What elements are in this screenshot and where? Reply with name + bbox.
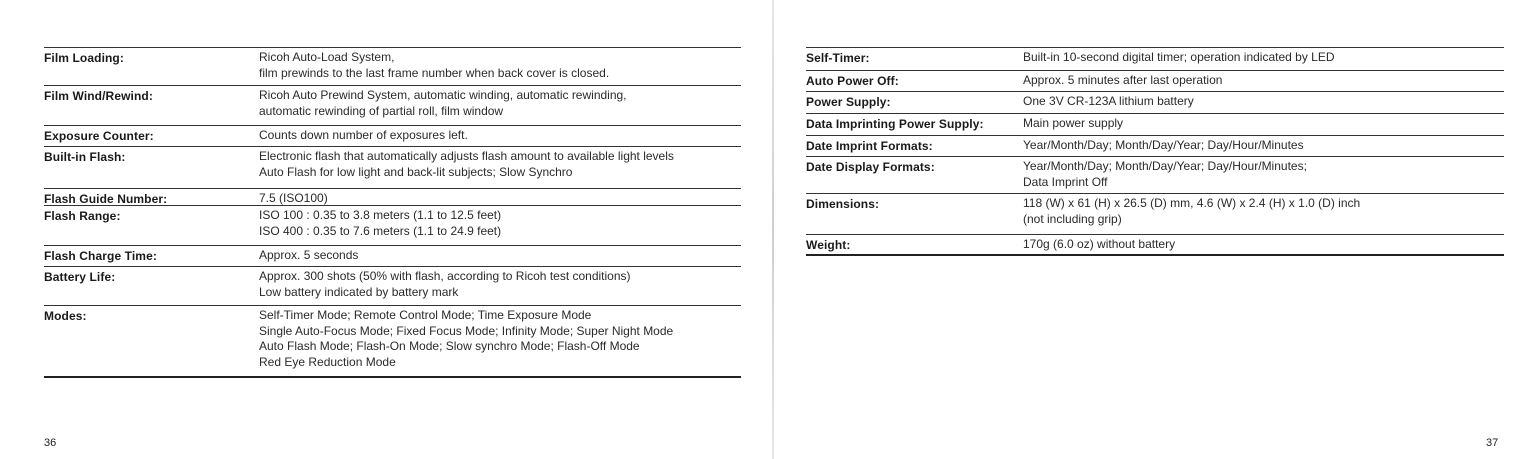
spec-row [44, 305, 741, 376]
spec-label: Date Imprint Formats: [806, 139, 933, 153]
spec-label: Flash Guide Number: [44, 192, 168, 206]
spec-value-line: Data Imprint Off [1023, 174, 1108, 189]
spec-row [806, 113, 1504, 135]
spec-value [1023, 136, 1504, 156]
spec-label: Exposure Counter: [44, 129, 154, 143]
spec-label: Built-in Flash: [44, 150, 126, 164]
spec-row [44, 48, 741, 85]
page-number: 36 [44, 437, 57, 449]
spec-label: Flash Charge Time: [44, 249, 157, 263]
spec-value-line: 170g (6.0 oz) without battery [1023, 237, 1176, 251]
spec-value-line: Counts down number of exposures left. [259, 128, 468, 142]
spec-value-line: Low battery indicated by battery mark [259, 284, 459, 299]
spec-value-line: One 3V CR-123A lithium battery [1023, 94, 1194, 108]
spec-value [259, 189, 741, 205]
spec-value-line: automatic rewinding of partial roll, film window [259, 103, 504, 118]
spec-value-line: Self-Timer Mode; Remote Control Mode; Time Exposure Mode [259, 308, 592, 322]
spec-value-line: Ricoh Auto-Load System, [259, 50, 395, 64]
spec-label: Data Imprinting Power Supply: [806, 117, 984, 131]
spec-value-line: Approx. 5 seconds [259, 248, 359, 262]
spec-row [44, 146, 741, 188]
right-page [776, 0, 1536, 459]
spec-value [1023, 157, 1504, 193]
spec-value-line: Approx. 300 shots (50% with flash, according to Ricoh test conditions) [259, 269, 631, 283]
spec-value-line: film prewinds to the last frame number when back cover is closed. [259, 65, 610, 80]
spec-value [259, 48, 741, 85]
spec-label: Weight: [806, 238, 851, 252]
spec-value-line: Ricoh Auto Prewind System, automatic winding, automatic rewinding, [259, 88, 627, 102]
spec-value-line: Year/Month/Day; Month/Day/Year; Day/Hour/Minutes; [1023, 159, 1307, 173]
spec-value [259, 126, 741, 146]
spec-value [259, 206, 741, 245]
spec-label: Auto Power Off: [806, 74, 899, 88]
spec-row [44, 266, 741, 305]
book-gutter [772, 0, 774, 459]
spec-table-left [44, 47, 741, 378]
spec-value-line: Built-in 10-second digital timer; operation indicated by LED [1023, 50, 1335, 64]
spec-row [44, 125, 741, 146]
spec-value [1023, 48, 1504, 70]
spec-label: Film Wind/Rewind: [44, 89, 153, 103]
spec-value [259, 86, 741, 125]
spec-value-line: Single Auto-Focus Mode; Fixed Focus Mode; Infinity Mode; Super Night Mode [259, 323, 674, 338]
spec-row [806, 135, 1504, 156]
spec-label: Modes: [44, 309, 87, 323]
spec-value [259, 267, 741, 305]
spec-label: Date Display Formats: [806, 160, 935, 174]
spec-label: Film Loading: [44, 51, 124, 65]
spec-value-line: Auto Flash for low light and back-lit subjects; Slow Synchro [259, 164, 573, 179]
spec-value [1023, 92, 1504, 113]
spec-value-line: Red Eye Reduction Mode [259, 354, 396, 369]
spec-label: Flash Range: [44, 209, 121, 223]
spec-table-right [806, 47, 1504, 256]
spec-row [44, 85, 741, 125]
spec-label: Dimensions: [806, 197, 880, 211]
spec-value-line: ISO 100 : 0.35 to 3.8 meters (1.1 to 12.5 feet) [259, 208, 502, 222]
spec-row [806, 91, 1504, 113]
spec-row [806, 193, 1504, 234]
spec-value [1023, 194, 1504, 234]
spec-row [806, 234, 1504, 254]
spec-value-line: Approx. 5 minutes after last operation [1023, 73, 1223, 87]
spec-value-line: (not including grip) [1023, 211, 1122, 226]
spec-row [806, 48, 1504, 70]
spec-label: Battery Life: [44, 270, 116, 284]
spec-label: Power Supply: [806, 95, 891, 109]
spec-value [1023, 235, 1504, 254]
spec-value [259, 147, 741, 188]
page-number: 37 [1486, 437, 1499, 449]
spec-row [44, 245, 741, 266]
spec-value-line: 7.5 (ISO100) [259, 191, 328, 205]
spec-value-line: Electronic flash that automatically adjusts flash amount to available light levels [259, 149, 674, 163]
spec-label: Self-Timer: [806, 51, 870, 65]
spec-value [1023, 71, 1504, 91]
spec-value-line: Main power supply [1023, 116, 1124, 130]
spec-value-line: ISO 400 : 0.35 to 7.6 meters (1.1 to 24.9 feet) [259, 223, 502, 238]
spec-value [259, 306, 741, 376]
spec-value [259, 246, 741, 266]
spec-value-line: Auto Flash Mode; Flash-On Mode; Slow synchro Mode; Flash-Off Mode [259, 339, 640, 353]
spec-row [806, 70, 1504, 91]
spec-row [806, 156, 1504, 193]
spec-value-line: 118 (W) x 61 (H) x 26.5 (D) mm, 4.6 (W) x 2.4 (H) x 1.0 (D) inch [1023, 196, 1361, 210]
spec-row [44, 205, 741, 245]
spec-row [44, 188, 741, 205]
spec-value [1023, 114, 1504, 135]
spec-value-line: Year/Month/Day; Month/Day/Year; Day/Hour/Minutes [1023, 138, 1304, 152]
